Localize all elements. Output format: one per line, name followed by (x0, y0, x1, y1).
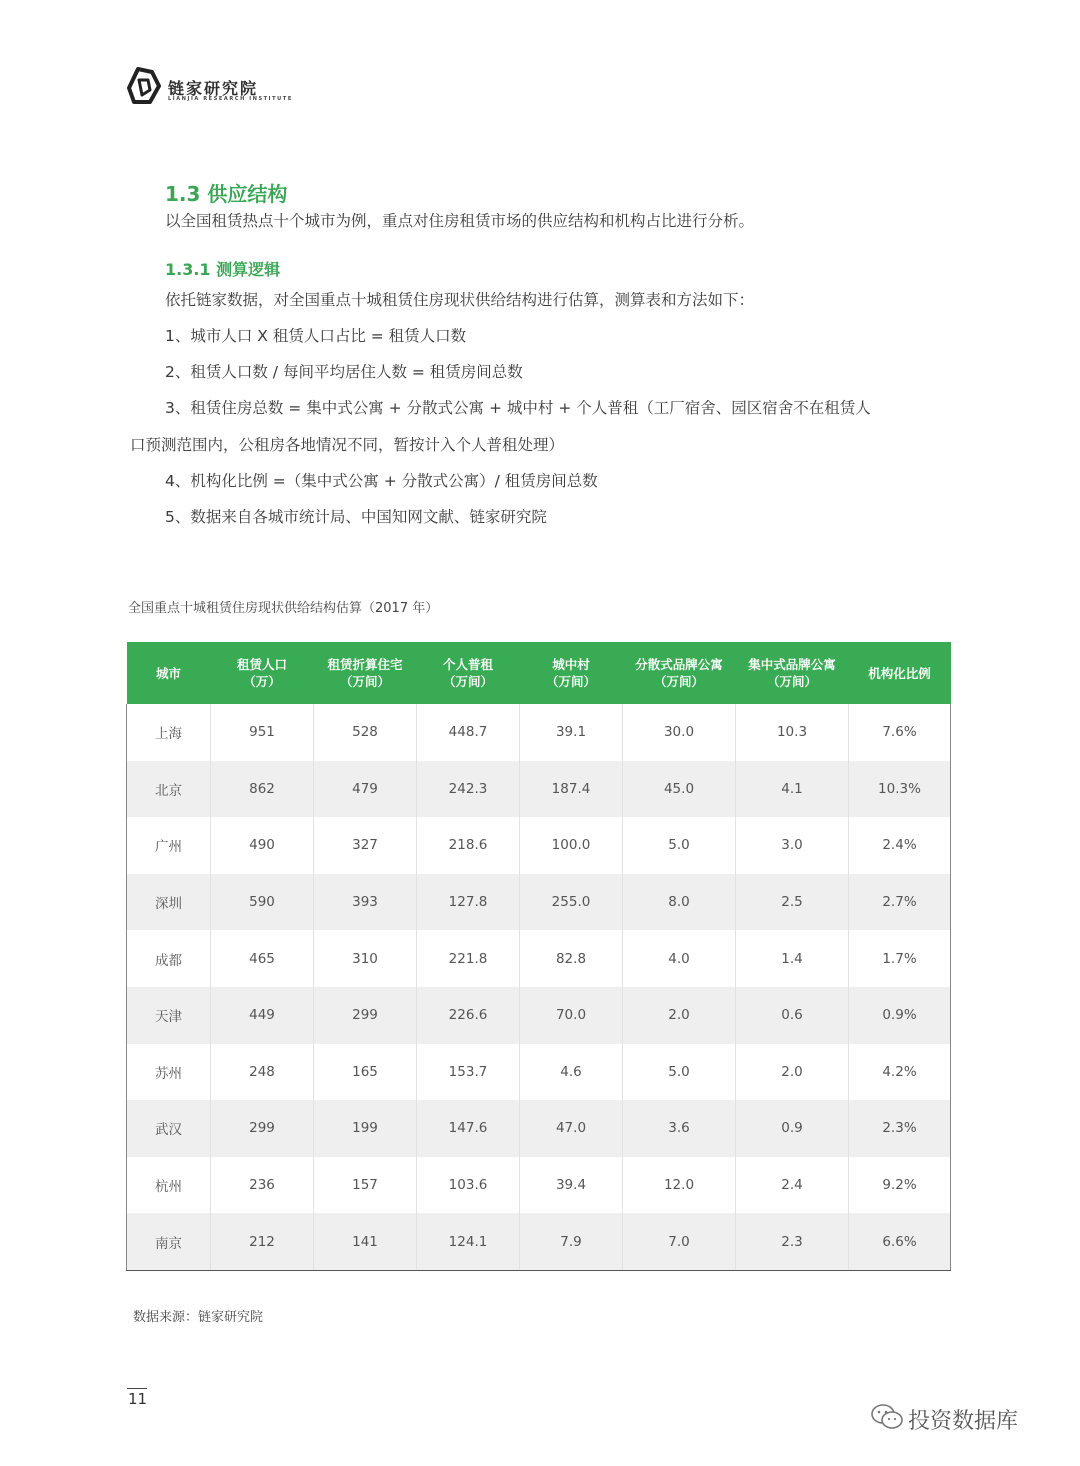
cell-value: 141 (314, 1213, 417, 1270)
cell-value: 5.0 (623, 817, 736, 874)
cell-value: 448.7 (417, 704, 520, 761)
col-header-centralized-apartment: 集中式品牌公寓 （万间） (736, 642, 849, 704)
cell-value: 0.9% (849, 987, 951, 1044)
watermark-text: 投资数据库 (908, 1409, 1019, 1434)
cell-value: 327 (314, 817, 417, 874)
cell-value: 157 (314, 1157, 417, 1214)
supply-structure-table (126, 642, 951, 1271)
wechat-icon (870, 1402, 904, 1432)
cell-value: 153.7 (417, 1044, 520, 1101)
cell-value: 0.6 (736, 987, 849, 1044)
brand-subtitle: LIANJIA RESEARCH INSTITUTE (168, 96, 293, 102)
cell-value: 2.3% (849, 1100, 951, 1157)
cell-city: 南京 (127, 1213, 211, 1270)
cell-value: 449 (211, 987, 314, 1044)
cell-value: 479 (314, 761, 417, 818)
cell-value: 862 (211, 761, 314, 818)
cell-value: 2.3 (736, 1213, 849, 1270)
cell-value: 165 (314, 1044, 417, 1101)
cell-value: 218.6 (417, 817, 520, 874)
cell-value: 221.8 (417, 930, 520, 987)
cell-value: 299 (211, 1100, 314, 1157)
col-header-city: 城市 (127, 642, 211, 704)
cell-city: 北京 (127, 761, 211, 818)
section-title: 1.3 供应结构 (165, 182, 288, 206)
cell-value: 1.7% (849, 930, 951, 987)
cell-value: 10.3 (736, 704, 849, 761)
method-step-4: 4、机构化比例 =（集中式公寓 + 分散式公寓）/ 租赁房间总数 (165, 472, 598, 490)
cell-value: 3.6 (623, 1100, 736, 1157)
cell-value: 39.4 (520, 1157, 623, 1214)
cell-value: 236 (211, 1157, 314, 1214)
page-number-rule (127, 1388, 147, 1389)
method-step-5: 5、数据来自各城市统计局、中国知网文献、链家研究院 (165, 508, 547, 526)
cell-value: 103.6 (417, 1157, 520, 1214)
cell-value: 82.8 (520, 930, 623, 987)
cell-value: 2.0 (623, 987, 736, 1044)
cell-value: 2.0 (736, 1044, 849, 1101)
cell-value: 4.1 (736, 761, 849, 818)
brand-mark-icon (126, 66, 162, 106)
table-row (127, 704, 951, 761)
cell-value: 39.1 (520, 704, 623, 761)
cell-value: 248 (211, 1044, 314, 1101)
cell-value: 199 (314, 1100, 417, 1157)
brand-name: 链家研究院 (168, 79, 259, 98)
cell-value: 242.3 (417, 761, 520, 818)
table-row (127, 1213, 951, 1270)
cell-value: 951 (211, 704, 314, 761)
cell-city: 广州 (127, 817, 211, 874)
table-row (127, 930, 951, 987)
cell-value: 1.4 (736, 930, 849, 987)
method-step-3: 3、租赁住房总数 = 集中式公寓 + 分散式公寓 + 城中村 + 个人普租（工厂宿舍、园区宿舍不在租赁人 (165, 399, 871, 417)
cell-value: 127.8 (417, 874, 520, 931)
section-intro: 以全国租赁热点十个城市为例，重点对住房租赁市场的供应结构和机构占比进行分析。 (165, 212, 755, 230)
table-row (127, 1100, 951, 1157)
page-number: 11 (128, 1390, 148, 1408)
col-header-private-rental: 个人普租 （万间） (417, 642, 520, 704)
cell-value: 4.6 (520, 1044, 623, 1101)
col-header-scattered-apartment: 分散式品牌公寓 （万间） (623, 642, 736, 704)
cell-value: 7.0 (623, 1213, 736, 1270)
method-step-3-cont: 口预测范围内，公租房各地情况不同，暂按计入个人普租处理） (130, 436, 565, 454)
subsection-title: 1.3.1 测算逻辑 (165, 260, 281, 279)
cell-value: 12.0 (623, 1157, 736, 1214)
cell-value: 310 (314, 930, 417, 987)
cell-value: 7.9 (520, 1213, 623, 1270)
col-header-institutional-ratio: 机构化比例 (849, 642, 951, 704)
table-row (127, 761, 951, 818)
table-header-row (127, 642, 951, 704)
cell-value: 393 (314, 874, 417, 931)
col-header-rental-population: 租赁人口 （万） (211, 642, 314, 704)
table-row (127, 987, 951, 1044)
table-row (127, 1044, 951, 1101)
col-header-urban-village: 城中村 （万间） (520, 642, 623, 704)
cell-value: 124.1 (417, 1213, 520, 1270)
cell-value: 212 (211, 1213, 314, 1270)
cell-value: 528 (314, 704, 417, 761)
cell-value: 8.0 (623, 874, 736, 931)
cell-value: 465 (211, 930, 314, 987)
cell-value: 7.6% (849, 704, 951, 761)
cell-value: 590 (211, 874, 314, 931)
cell-value: 147.6 (417, 1100, 520, 1157)
cell-city: 上海 (127, 704, 211, 761)
cell-city: 杭州 (127, 1157, 211, 1214)
cell-value: 0.9 (736, 1100, 849, 1157)
cell-value: 2.5 (736, 874, 849, 931)
method-step-1: 1、城市人口 X 租赁人口占比 = 租赁人口数 (165, 327, 467, 345)
cell-value: 2.7% (849, 874, 951, 931)
method-lead: 依托链家数据，对全国重点十城租赁住房现状供给结构进行估算，测算表和方法如下： (165, 291, 755, 309)
cell-value: 255.0 (520, 874, 623, 931)
table-row (127, 1157, 951, 1214)
cell-value: 4.2% (849, 1044, 951, 1101)
data-source-note: 数据来源：链家研究院 (133, 1310, 264, 1325)
cell-value: 2.4 (736, 1157, 849, 1214)
cell-city: 苏州 (127, 1044, 211, 1101)
cell-value: 100.0 (520, 817, 623, 874)
cell-value: 490 (211, 817, 314, 874)
cell-value: 5.0 (623, 1044, 736, 1101)
cell-value: 70.0 (520, 987, 623, 1044)
table-row (127, 874, 951, 931)
cell-value: 226.6 (417, 987, 520, 1044)
cell-value: 10.3% (849, 761, 951, 818)
cell-city: 天津 (127, 987, 211, 1044)
cell-value: 47.0 (520, 1100, 623, 1157)
cell-city: 成都 (127, 930, 211, 987)
cell-value: 299 (314, 987, 417, 1044)
cell-value: 2.4% (849, 817, 951, 874)
table-caption: 全国重点十城租赁住房现状供给结构估算（2017 年） (128, 601, 439, 616)
cell-value: 4.0 (623, 930, 736, 987)
cell-city: 武汉 (127, 1100, 211, 1157)
cell-value: 45.0 (623, 761, 736, 818)
cell-city: 深圳 (127, 874, 211, 931)
brand-logo (126, 66, 326, 112)
watermark (870, 1400, 1060, 1436)
cell-value: 187.4 (520, 761, 623, 818)
cell-value: 9.2% (849, 1157, 951, 1214)
cell-value: 3.0 (736, 817, 849, 874)
col-header-housing-equivalent: 租赁折算住宅 （万间） (314, 642, 417, 704)
cell-value: 6.6% (849, 1213, 951, 1270)
method-step-2: 2、租赁人口数 / 每间平均居住人数 = 租赁房间总数 (165, 363, 523, 381)
cell-value: 30.0 (623, 704, 736, 761)
table-row (127, 817, 951, 874)
